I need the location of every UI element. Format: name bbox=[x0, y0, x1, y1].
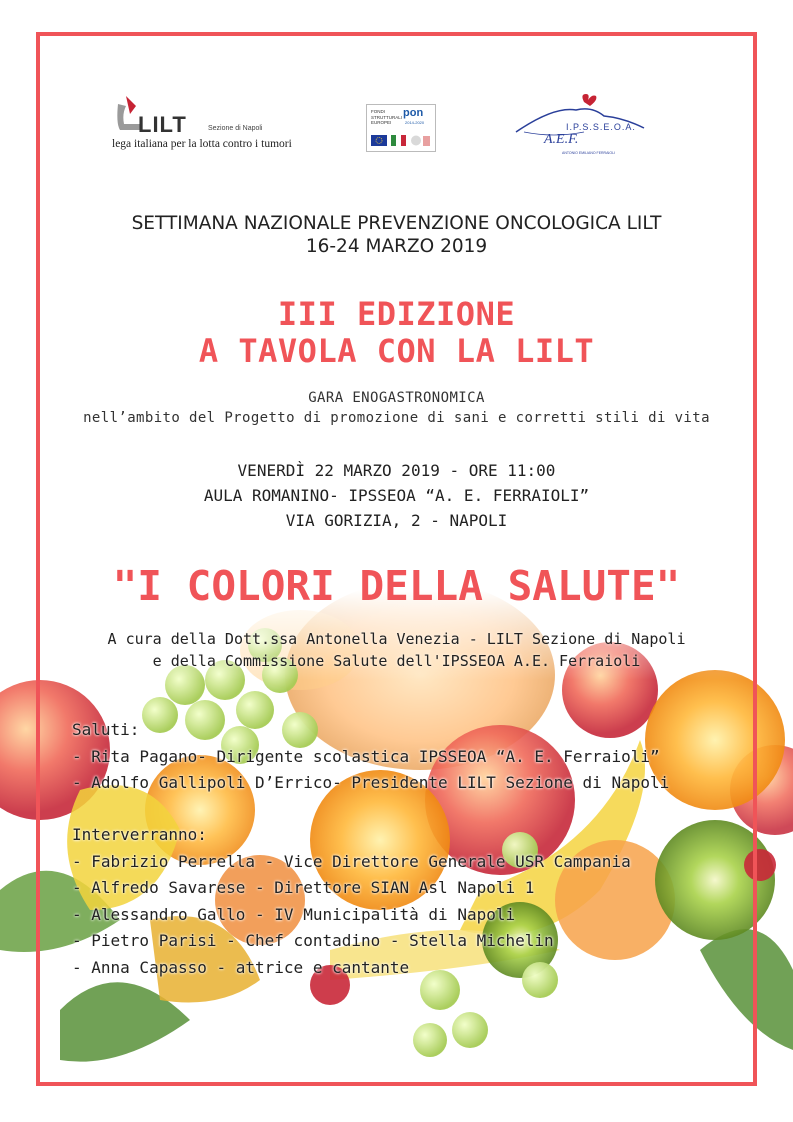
flags-icon bbox=[371, 135, 431, 147]
ipsseoa-initials: A.E.F. bbox=[544, 132, 579, 147]
list-item: - Pietro Parisi - Chef contadino - Stella Michelin bbox=[72, 931, 554, 950]
week-title: SETTIMANA NAZIONALE PREVENZIONE ONCOLOGICA LILT bbox=[131, 213, 662, 234]
edition-heading bbox=[0, 296, 793, 370]
list-item: - Rita Pagano- Dirigente scolastica IPSSEOA “A. E. Ferraioli” bbox=[72, 746, 660, 766]
competition-context: nell’ambito del Progetto di promozione di sani e corretti stili di vita bbox=[83, 410, 710, 426]
ipsseoa-logo bbox=[514, 92, 648, 162]
curated-by-line2: e della Commissione Salute dell'IPSSEOA A.E. Ferraioli bbox=[152, 652, 641, 670]
lilt-name: LILT bbox=[138, 112, 187, 137]
greetings-list bbox=[72, 717, 669, 797]
list-item: - Alessandro Gallo - IV Municipalità di Napoli bbox=[72, 904, 516, 924]
lilt-section: Sezione di Napoli bbox=[208, 125, 263, 132]
lilt-tagline: lega italiana per la lotta contro i tumori bbox=[112, 138, 292, 150]
week-dates: 16-24 MARZO 2019 bbox=[305, 236, 488, 257]
event-details bbox=[0, 458, 793, 533]
event-datetime: VENERDÌ 22 MARZO 2019 - ORE 11:00 bbox=[237, 461, 556, 480]
list-item: - Adolfo Gallipoli D’Errico- Presidente LILT Sezione di Napoli bbox=[72, 773, 670, 792]
logo-strip bbox=[0, 92, 793, 172]
ipsseoa-name: I.P.S.S.E.O.A. bbox=[566, 122, 636, 132]
competition-info bbox=[0, 388, 793, 428]
pon-name: pon bbox=[403, 107, 424, 119]
greetings-heading: Saluti: bbox=[72, 720, 140, 739]
ipsseoa-school: ANTONIO EMILIANO FERRAIOLI bbox=[562, 151, 616, 155]
speakers-list bbox=[72, 822, 631, 981]
event-address: VIA GORIZIA, 2 - NAPOLI bbox=[285, 511, 508, 530]
curated-by bbox=[0, 628, 793, 672]
list-item: - Alfredo Savarese - Direttore SIAN Asl Napoli 1 bbox=[72, 878, 535, 897]
pon-left-text: FONDI STRUTTURALI EUROPEI bbox=[371, 109, 403, 125]
edition-number: III EDIZIONE bbox=[277, 295, 516, 333]
lilt-logo bbox=[108, 92, 318, 162]
list-item: - Anna Capasso - attrice e cantante bbox=[72, 957, 410, 977]
curated-by-line1: A cura della Dott.ssa Antonella Venezia - LILT Sezione di Napoli bbox=[107, 630, 686, 648]
pon-years: 2014-2020 bbox=[405, 120, 425, 125]
speakers-heading: Interverranno: bbox=[72, 825, 207, 844]
list-item: - Fabrizio Perrella - Vice Direttore Generale USR Campania bbox=[72, 851, 631, 871]
main-title: "I COLORI DELLA SALUTE" bbox=[112, 562, 681, 610]
competition-type: GARA ENOGASTRONOMICA bbox=[308, 390, 485, 406]
event-venue: AULA ROMANINO- IPSSEOA “A. E. FERRAIOLI” bbox=[203, 486, 590, 505]
pon-logo bbox=[366, 104, 436, 152]
edition-name: A TAVOLA CON LA LILT bbox=[198, 332, 595, 370]
week-heading bbox=[0, 212, 793, 258]
